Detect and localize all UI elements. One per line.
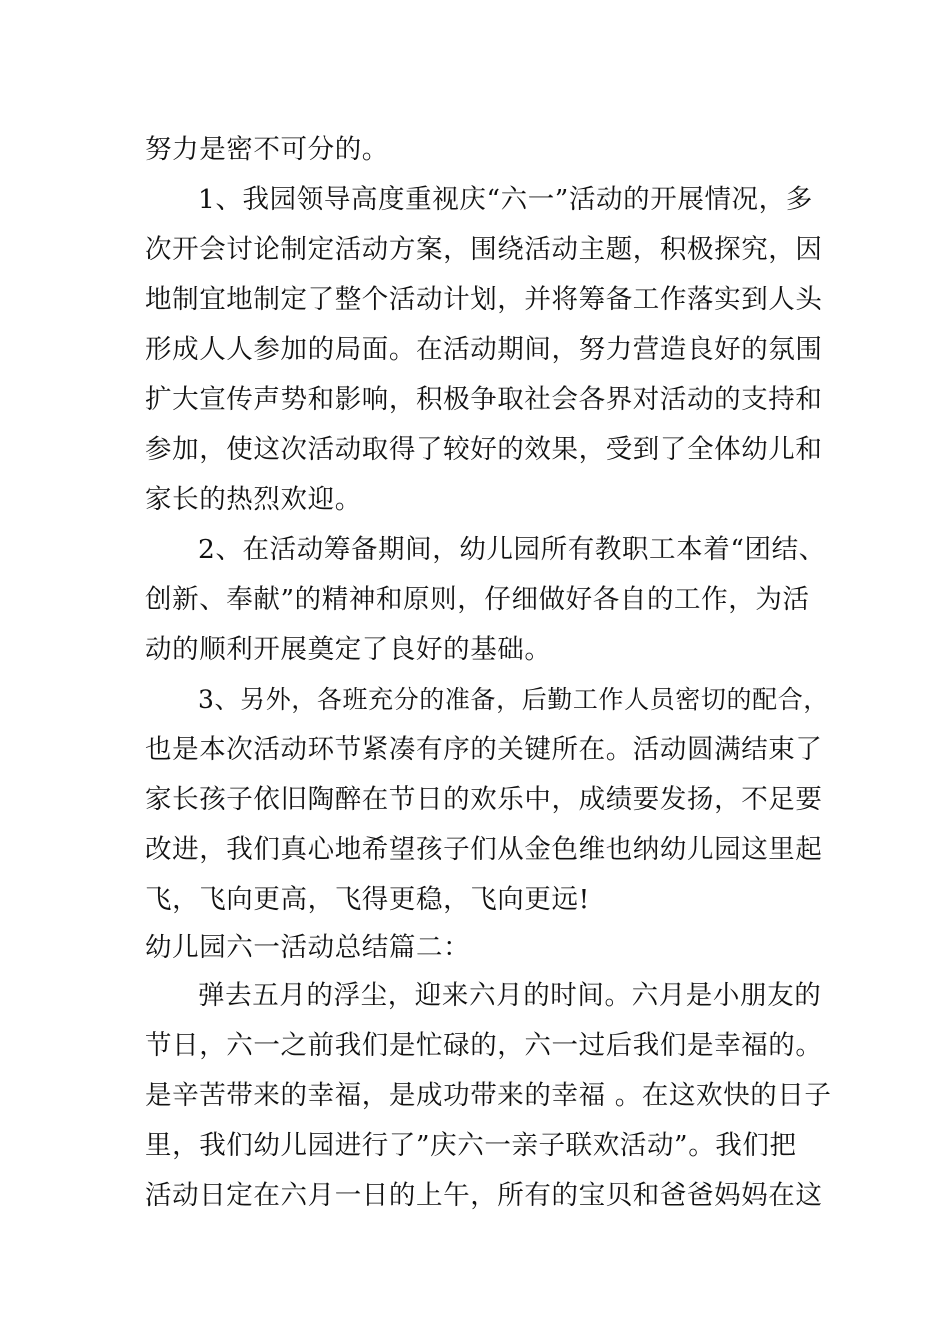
- text-line: 扩大宣传声势和影响，积极争取社会各界对活动的支持和: [145, 384, 823, 415]
- text-line: 地制宜地制定了整个活动计划，并将筹备工作落实到人头: [145, 284, 823, 315]
- text-line: 节日，六一之前我们是忙碌的，六一过后我们是幸福的。: [145, 1030, 823, 1061]
- text-line: 是辛苦带来的幸福，是成功带来的幸福 。在这欢快的日子: [145, 1080, 832, 1111]
- text-line: 飞，飞向更高，飞得更稳，飞向更远!: [145, 884, 590, 915]
- text-line: 动的顺利开展奠定了良好的基础。: [145, 634, 552, 665]
- text-line: 形成人人参加的局面。在活动期间，努力营造良好的氛围: [145, 334, 823, 365]
- text-line: 改进，我们真心地希望孩子们从金色维也纳幼儿园这里起: [145, 834, 823, 865]
- section-heading: 幼儿园六一活动总结篇二：: [145, 932, 471, 963]
- text-line: 参加，使这次活动取得了较好的效果，受到了全体幼儿和: [145, 434, 823, 465]
- text-line: 次开会讨论制定活动方案，围绕活动主题，积极探究，因: [145, 234, 823, 265]
- paragraph-2-start: 2、在活动筹备期间，幼儿园所有教职工本着“团结、: [198, 534, 826, 565]
- text-line: 里，我们幼儿园进行了”庆六一亲子联欢活动”。我们把: [145, 1130, 797, 1161]
- text-line: 创新、奉献”的精神和原则，仔细做好各自的工作，为活: [145, 584, 810, 615]
- text-line: 也是本次活动环节紧凑有序的关键所在。活动圆满结束了: [145, 734, 823, 765]
- text-line: 努力是密不可分的。: [145, 134, 389, 165]
- text-line: 活动日定在六月一日的上午，所有的宝贝和爸爸妈妈在这: [145, 1180, 823, 1211]
- text-line: 家长的热烈欢迎。: [145, 484, 362, 515]
- paragraph-4-start: 弹去五月的浮尘，迎来六月的时间。六月是小朋友的: [198, 980, 822, 1011]
- paragraph-3-start: 3、另外，各班充分的准备，后勤工作人员密切的配合，: [198, 685, 829, 714]
- paragraph-1-start: 1、我园领导高度重视庆“六一”活动的开展情况，多: [198, 184, 813, 215]
- text-line: 家长孩子依旧陶醉在节日的欢乐中，成绩要发扬，不足要: [145, 784, 823, 815]
